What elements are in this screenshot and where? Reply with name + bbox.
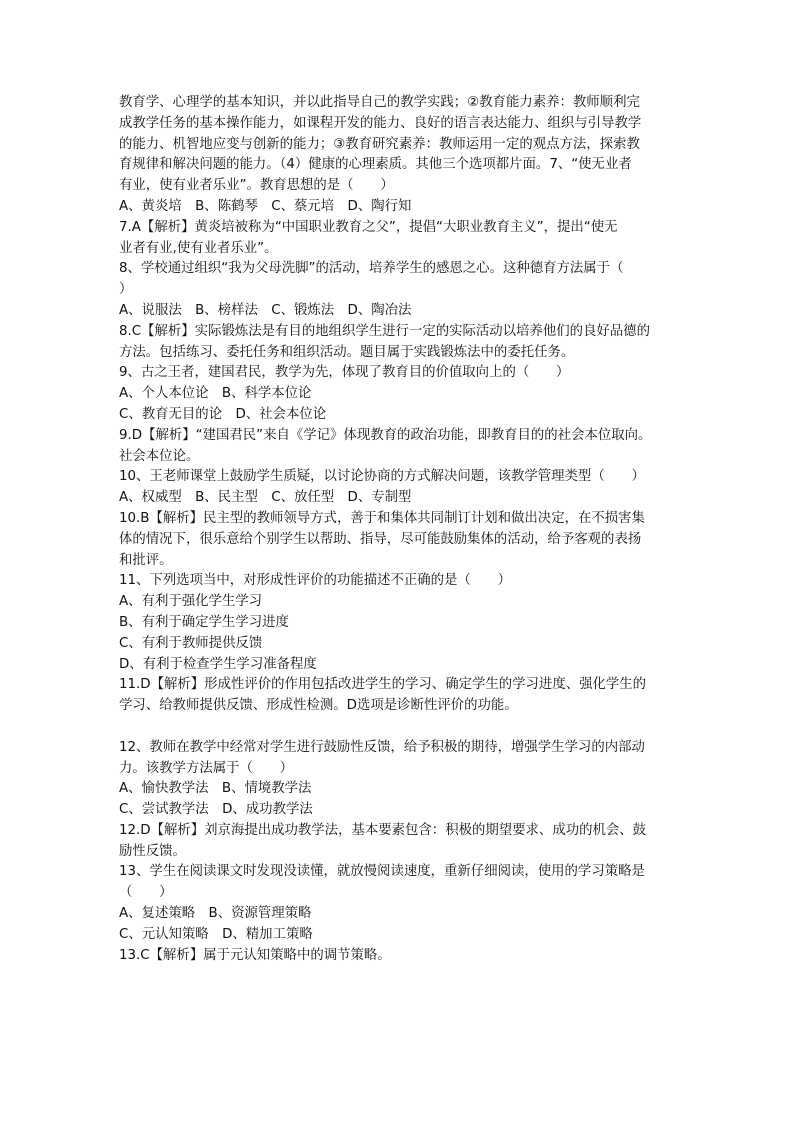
analysis-text: 业者有业,使有业者乐业”。 bbox=[119, 240, 278, 256]
analysis-text: 方法。包括练习、委托任务和组织活动。题目属于实践锻炼法中的委托任务。 bbox=[119, 344, 575, 360]
analysis-text: 8.C【解析】实际锻炼法是有目的地组织学生进行一定的实际活动以培养他们的良好品德的 bbox=[119, 323, 650, 339]
answer-options: C、尝试教学法 D、成功教学法 bbox=[119, 802, 313, 818]
text-line: 教育学、心理学的基本知识，并以此指导自己的教学实践；②教育能力素养：教师顺利完 bbox=[119, 95, 640, 110]
question-stem: 13、学生在阅读课文时发现没读懂，就放慢阅读速度，重新仔细阅读，使用的学习策略是 bbox=[119, 864, 645, 880]
analysis-text: 11.D【解析】形成性评价的作用包括改进学生的学习、确定学生的学习进度、强化学生的 bbox=[119, 677, 647, 693]
blank-line bbox=[119, 717, 698, 738]
answer-options: A、说服法 B、榜样法 C、锻炼法 D、陶冶法 bbox=[119, 302, 412, 318]
answer-options: A、黄炎培 B、陈鹤琴 C、蔡元培 D、陶行知 bbox=[119, 198, 412, 214]
question-stem: 9、古之王者，建国君民，教学为先，体现了教育目的价值取向上的（ ） bbox=[119, 365, 570, 381]
answer-options: C、元认知策略 D、精加工策略 bbox=[119, 926, 313, 942]
question-stem: 11、下列选项当中，对形成性评价的功能描述不正确的是（ ） bbox=[119, 573, 511, 589]
answer-option: C、有利于教师提供反馈 bbox=[119, 635, 263, 651]
text-line: 育规律和解决问题的能力。（4）健康的心理素质。其他三个选项都片面。7、“使无业者 bbox=[119, 157, 632, 173]
answer-options: C、教育无目的论 D、社会本位论 bbox=[119, 406, 327, 422]
text-line: 成教学任务的基本操作能力，如课程开发的能力、良好的语言表达能力、组织与引导教学 bbox=[119, 115, 642, 131]
text-line: 的能力、机智地应变与创新的能力；③教育研究素养：教师运用一定的观点方法，探索教 bbox=[119, 136, 640, 152]
analysis-text: 10.B【解析】民主型的教师领导方式，善于和集体共同制订计划和做出决定，在不损害集 bbox=[119, 510, 645, 526]
question-stem: 有业，使有业者乐业”。教育思想的是（ ） bbox=[119, 178, 394, 194]
question-stem: 10、王老师课堂上鼓励学生质疑，以讨论协商的方式解决问题，该教学管理类型（ ） bbox=[119, 469, 645, 485]
analysis-text: 9.D【解析】“建国君民”来自《学记》体现教育的政治功能，即教育目的的社会本位取向。 bbox=[119, 427, 652, 443]
answer-option: B、有利于确定学生学习进度 bbox=[119, 614, 289, 630]
analysis-text: 13.C【解析】属于元认知策略中的调节策略。 bbox=[119, 947, 391, 963]
analysis-text: 7.A【解析】黄炎培被称为“中国职业教育之父”，提倡“大职业教育主义”，提出“使无 bbox=[119, 219, 618, 235]
answer-option: A、有利于强化学生学习 bbox=[119, 594, 263, 610]
analysis-text: 和批评。 bbox=[119, 552, 173, 568]
answer-options: A、愉快教学法 B、情境教学法 bbox=[119, 781, 312, 797]
question-stem: ） bbox=[119, 282, 133, 298]
answer-options: A、复述策略 B、资源管理策略 bbox=[119, 906, 312, 922]
question-stem: 力。该教学方法属于（ ） bbox=[119, 760, 294, 776]
question-stem: （ ） bbox=[119, 885, 173, 901]
question-stem: 12、教师在教学中经常对学生进行鼓励性反馈，给予积极的期待，增强学生学习的内部动 bbox=[119, 739, 645, 755]
answer-option: D、有利于检查学生学习准备程度 bbox=[119, 656, 317, 672]
question-stem: 8、学校通过组织“我为父母洗脚”的活动，培养学生的感恩之心。这种德育方法属于（ bbox=[119, 261, 624, 277]
answer-options: A、个人本位论 B、科学本位论 bbox=[119, 386, 312, 402]
analysis-text: 励性反馈。 bbox=[119, 843, 186, 859]
analysis-text: 体的情况下，很乐意给个别学生以帮助、指导，尽可能鼓励集体的活动，给予客观的表扬 bbox=[119, 531, 642, 547]
analysis-text: 学习、给教师提供反馈、形成性检测。D选项是诊断性评价的功能。 bbox=[119, 698, 518, 714]
analysis-text: 社会本位论。 bbox=[119, 448, 200, 464]
analysis-text: 12.D【解析】刘京海提出成功教学法，基本要素包含：积极的期望要求、成功的机会、鼓 bbox=[119, 822, 647, 838]
answer-options: A、权威型 B、民主型 C、放任型 D、专制型 bbox=[119, 490, 412, 506]
